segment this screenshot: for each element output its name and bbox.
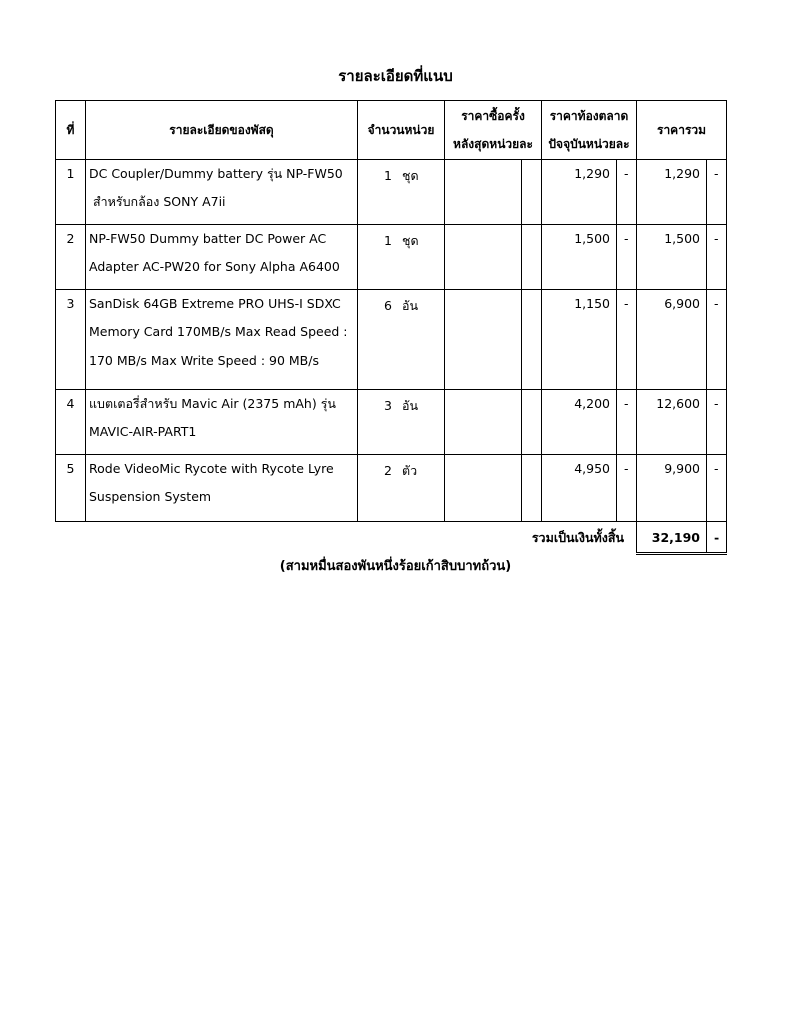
header-row xyxy=(56,101,727,160)
document-title: รายละเอียดที่แนบ xyxy=(338,67,453,85)
row-market-price: 4,200 xyxy=(542,390,617,455)
row-market-price: 1,290 xyxy=(542,160,617,225)
header-last-price: ราคาซื้อครั้ง หลังสุดหน่วยละ xyxy=(445,101,542,160)
row-total: 9,900 xyxy=(637,455,707,522)
row-market-price: 1,150 xyxy=(542,290,617,390)
row-description: แบตเตอรี่สำหรับ Mavic Air (2375 mAh) รุ่น MAVIC-AIR-PART1 xyxy=(86,390,358,455)
row-quantity: 1 ชุด xyxy=(358,160,445,225)
table-row xyxy=(56,390,727,455)
row-total: 1,290 xyxy=(637,160,707,225)
row-last-price-dec xyxy=(522,390,542,455)
row-last-price-dec xyxy=(522,455,542,522)
row-no: 2 xyxy=(56,225,86,290)
row-last-price-dec xyxy=(522,225,542,290)
row-last-price xyxy=(445,225,522,290)
row-quantity: 1 ชุด xyxy=(358,225,445,290)
row-no: 3 xyxy=(56,290,86,390)
row-market-price: 4,950 xyxy=(542,455,617,522)
row-no: 4 xyxy=(56,390,86,455)
row-description: Rode VideoMic Rycote with Rycote Lyre Suspension System xyxy=(86,455,358,522)
row-total: 6,900 xyxy=(637,290,707,390)
row-last-price xyxy=(445,160,522,225)
row-quantity: 2 ตัว xyxy=(358,455,445,522)
row-total-dec: - xyxy=(707,390,727,455)
row-no: 1 xyxy=(56,160,86,225)
row-market-price-dec: - xyxy=(617,390,637,455)
row-market-price: 1,500 xyxy=(542,225,617,290)
row-total-dec: - xyxy=(707,225,727,290)
header-description: รายละเอียดของพัสดุ xyxy=(86,101,358,160)
header-quantity: จำนวนหน่วย xyxy=(358,101,445,160)
table-row xyxy=(56,455,727,522)
grand-total-value: 32,190 xyxy=(637,522,707,554)
row-description: SanDisk 64GB Extreme PRO UHS-I SDXC Memory Card 170MB/s Max Read Speed : 170 MB/s Max Write Speed : 90 MB/s xyxy=(86,290,358,390)
row-quantity: 6 อัน xyxy=(358,290,445,390)
row-total: 12,600 xyxy=(637,390,707,455)
row-total-dec: - xyxy=(707,290,727,390)
row-last-price xyxy=(445,455,522,522)
row-quantity: 3 อัน xyxy=(358,390,445,455)
row-no: 5 xyxy=(56,455,86,522)
row-market-price-dec: - xyxy=(617,290,637,390)
table-row xyxy=(56,290,727,390)
header-no: ที่ xyxy=(56,101,86,160)
row-last-price-dec xyxy=(522,290,542,390)
row-description: NP-FW50 Dummy batter DC Power AC Adapter AC-PW20 for Sony Alpha A6400 xyxy=(86,225,358,290)
grand-total-dec: - xyxy=(707,522,727,554)
row-market-price-dec: - xyxy=(617,455,637,522)
row-market-price-dec: - xyxy=(617,225,637,290)
grand-total-label: รวมเป็นเงินทั้งสิ้น xyxy=(531,529,625,545)
header-total: ราคารวม xyxy=(637,101,727,160)
table-row xyxy=(56,225,727,290)
row-last-price xyxy=(445,290,522,390)
items-table xyxy=(55,100,727,555)
row-description: DC Coupler/Dummy battery รุ่น NP-FW50 สำหรับกล้อง SONY A7ii xyxy=(86,160,358,225)
row-last-price xyxy=(445,390,522,455)
grand-total-row xyxy=(56,522,727,554)
row-total-dec: - xyxy=(707,455,727,522)
row-market-price-dec: - xyxy=(617,160,637,225)
row-last-price-dec xyxy=(522,160,542,225)
header-market-price: ราคาท้องตลาด ปัจจุบันหน่วยละ xyxy=(542,101,637,160)
table-row xyxy=(56,160,727,225)
row-total: 1,500 xyxy=(637,225,707,290)
row-total-dec: - xyxy=(707,160,727,225)
amount-in-words: (สามหมื่นสองพันหนึ่งร้อยเก้าสิบบาทถ้วน) xyxy=(279,559,512,574)
